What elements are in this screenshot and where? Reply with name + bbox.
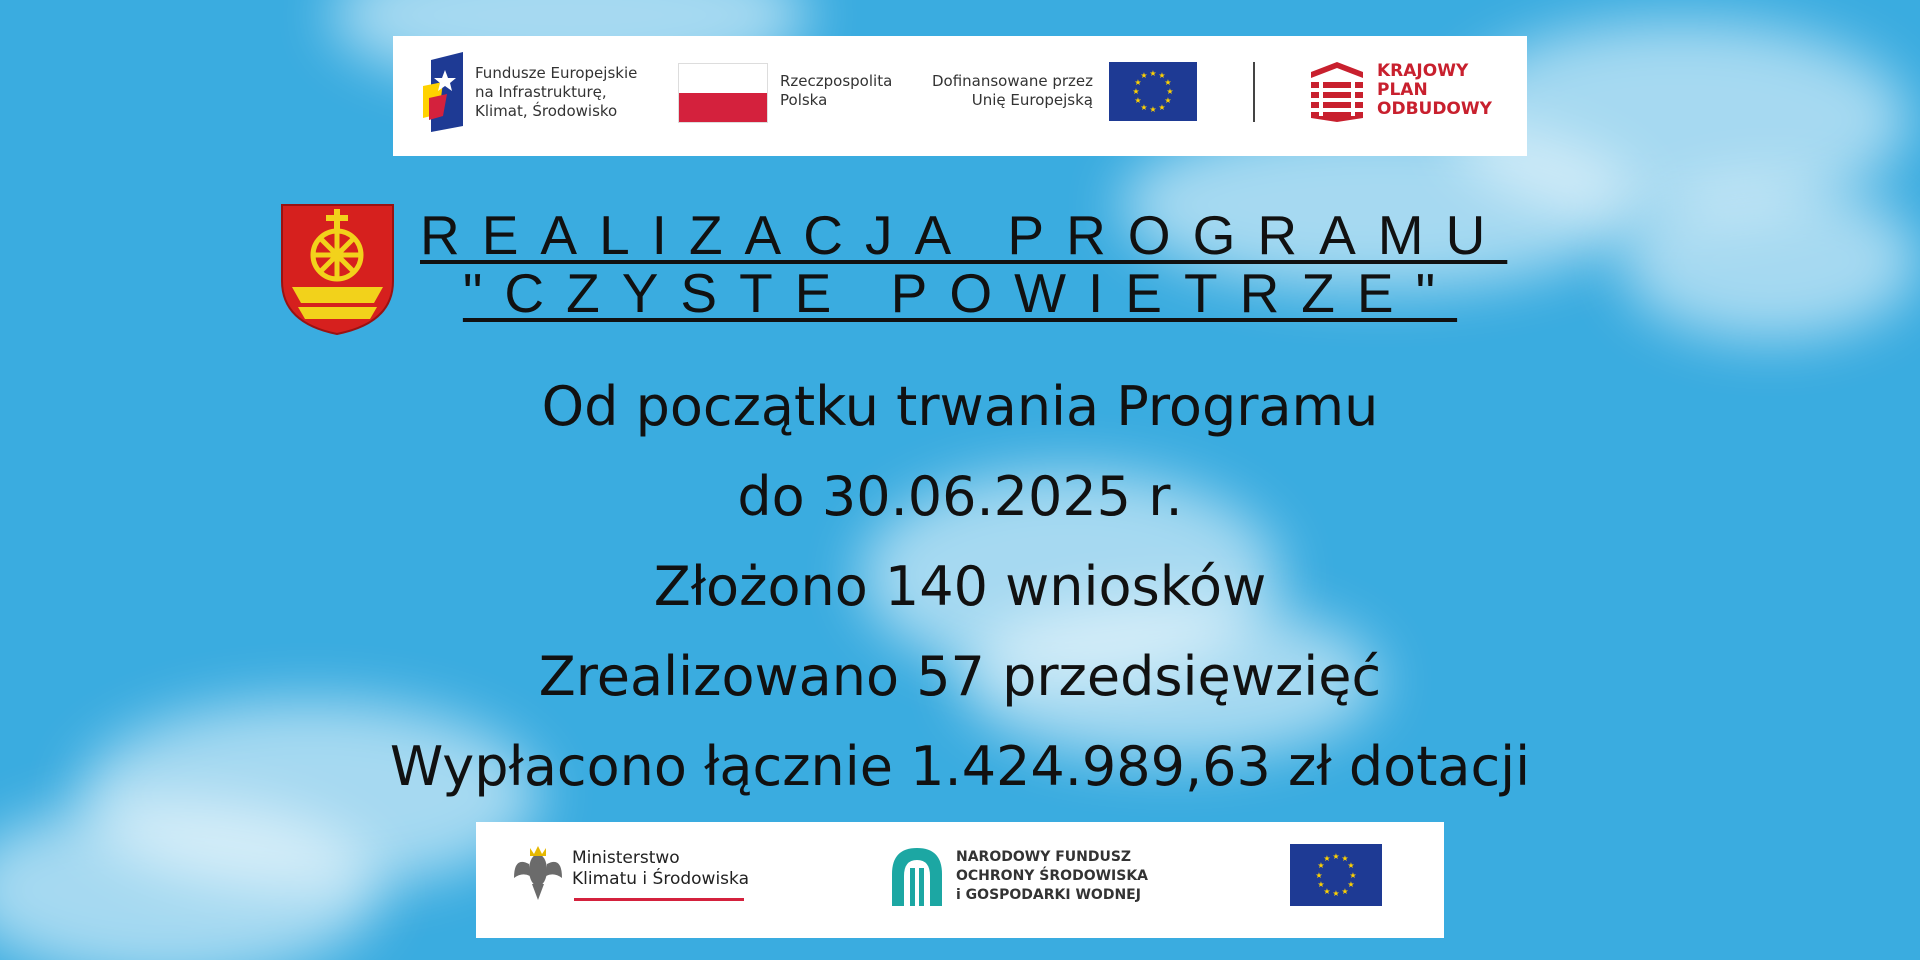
- kpo-line-2: PLAN: [1377, 80, 1428, 100]
- fe-logo-text: [475, 64, 637, 121]
- municipal-crest-icon: [280, 203, 395, 336]
- stats-line-date: do 30.06.2025 r.: [737, 465, 1183, 528]
- rp-logo-text: [780, 72, 892, 110]
- ministry-line-1: Ministerstwo: [572, 848, 680, 868]
- svg-text:★: ★: [1164, 96, 1172, 105]
- eu-line-1: Dofinansowane przez: [931, 72, 1093, 90]
- svg-text:★: ★: [1341, 854, 1349, 863]
- svg-text:★: ★: [1158, 103, 1166, 112]
- svg-text:★: ★: [1317, 880, 1325, 889]
- kpo-logo-icon: [1311, 62, 1363, 122]
- nfosigw-line-2: OCHRONY ŚRODOWISKA: [956, 868, 1149, 884]
- rp-line-1: Rzeczpospolita: [780, 72, 893, 90]
- stats-line-applications: Złożono 140 wniosków: [653, 555, 1267, 618]
- kpo-line-1: KRAJOWY: [1377, 61, 1469, 81]
- svg-text:★: ★: [1315, 871, 1323, 880]
- svg-text:★: ★: [1323, 887, 1331, 896]
- eu-cofunded-text: [913, 72, 1093, 110]
- fe-logo-icon: [423, 52, 467, 132]
- rp-line-2: Polska: [780, 91, 828, 109]
- svg-text:★: ★: [1323, 854, 1331, 863]
- nfosigw-line-3: i GOSPODARKI WODNEJ: [956, 887, 1141, 903]
- nfosigw-logo-icon: [890, 846, 944, 908]
- svg-text:★: ★: [1164, 78, 1172, 87]
- fe-line-1: Fundusze Europejskie: [475, 64, 638, 82]
- polish-flag-icon: [679, 64, 767, 122]
- svg-text:★: ★: [1332, 889, 1340, 898]
- svg-text:★: ★: [1347, 861, 1355, 870]
- svg-text:★: ★: [1158, 71, 1166, 80]
- fe-line-2: na Infrastrukturę,: [475, 83, 607, 101]
- eu-line-2: Unię Europejską: [971, 91, 1093, 109]
- svg-text:★: ★: [1166, 87, 1174, 96]
- title-line-2: "CZYSTE POWIETRZE": [462, 262, 1458, 324]
- logo-divider: [1253, 62, 1255, 122]
- eu-flag-bottom-icon: [1290, 844, 1382, 906]
- ministry-underline: [574, 898, 744, 901]
- stats-line-completed: Zrealizowano 57 przedsięwzięć: [538, 645, 1382, 708]
- svg-text:★: ★: [1140, 71, 1148, 80]
- svg-text:★: ★: [1332, 852, 1340, 861]
- ministry-text: [572, 848, 749, 890]
- svg-text:★: ★: [1341, 887, 1349, 896]
- stats-line-paid: Wypłacono łącznie 1.424.989,63 zł dotacji: [389, 735, 1531, 798]
- svg-text:★: ★: [1317, 861, 1325, 870]
- ministry-line-2: Klimatu i Środowiska: [572, 869, 749, 889]
- svg-text:★: ★: [1134, 96, 1142, 105]
- svg-text:★: ★: [1132, 87, 1140, 96]
- bottom-logo-bar: [476, 822, 1444, 938]
- fe-line-3: Klimat, Środowisko: [475, 102, 618, 120]
- eagle-emblem-icon: [512, 842, 564, 904]
- kpo-line-3: ODBUDOWY: [1377, 99, 1492, 119]
- kpo-logo-text: [1377, 62, 1492, 119]
- title-line-1: REALIZACJA PROGRAMU: [420, 204, 1508, 266]
- svg-text:★: ★: [1347, 880, 1355, 889]
- svg-text:★: ★: [1140, 103, 1148, 112]
- nfosigw-line-1: NARODOWY FUNDUSZ: [956, 849, 1132, 865]
- eu-flag-icon: [1109, 62, 1197, 121]
- program-statistics: [300, 362, 1620, 812]
- program-title: [420, 204, 1508, 324]
- svg-text:★: ★: [1149, 69, 1157, 78]
- stats-line-intro: Od początku trwania Programu: [541, 375, 1379, 438]
- svg-text:★: ★: [1134, 78, 1142, 87]
- svg-text:★: ★: [1149, 105, 1157, 114]
- nfosigw-text: [956, 848, 1148, 905]
- svg-text:★: ★: [1349, 871, 1357, 880]
- top-logo-bar: [393, 36, 1527, 156]
